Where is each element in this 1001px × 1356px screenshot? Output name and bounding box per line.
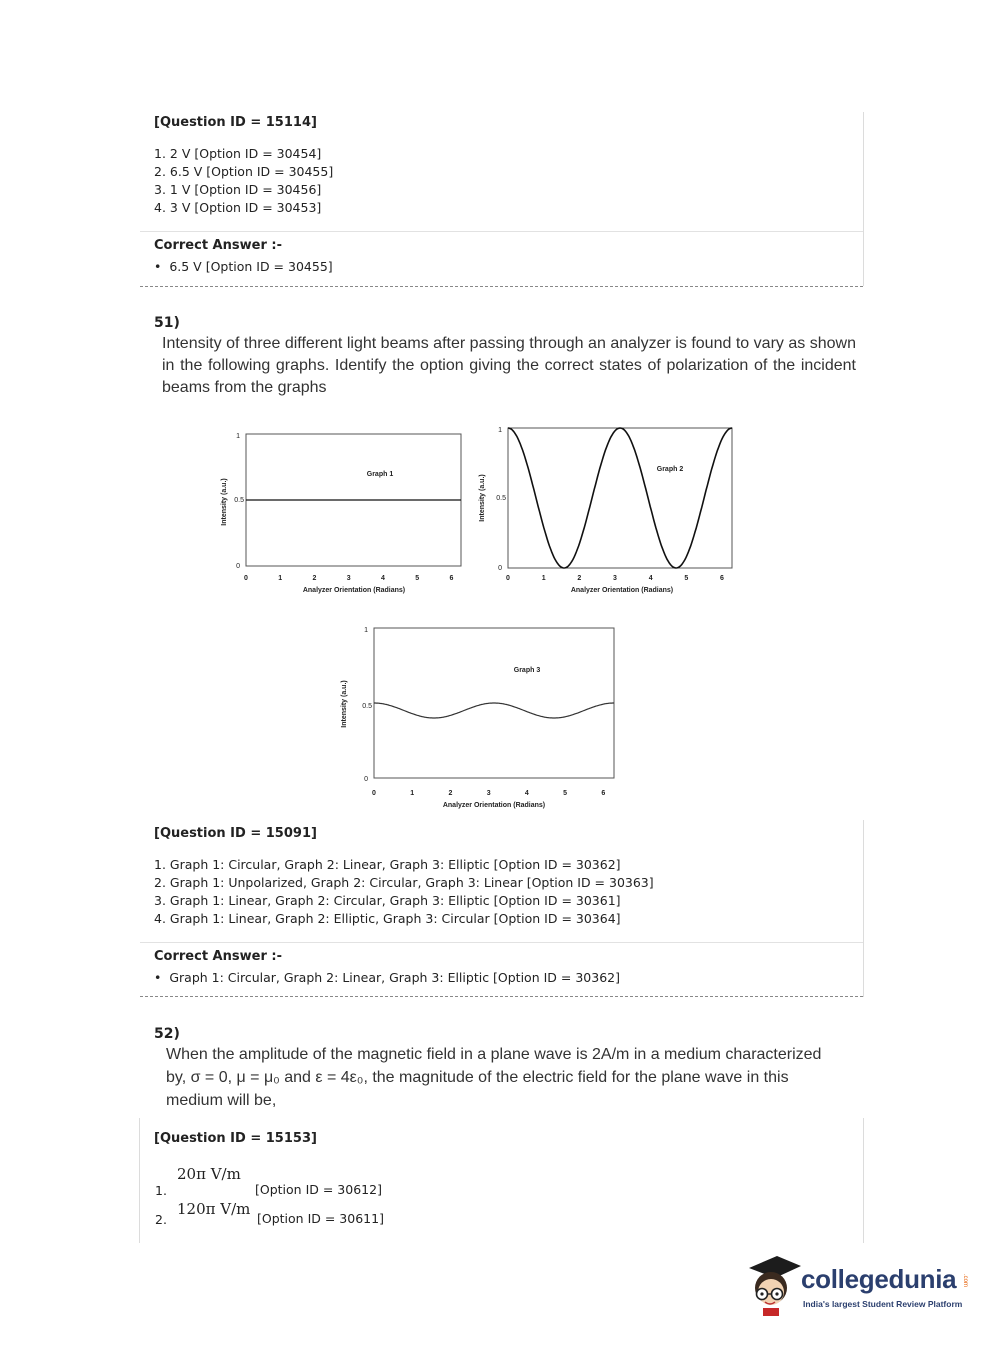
content-border <box>863 820 864 997</box>
bullet-icon: • <box>154 259 170 274</box>
divider <box>140 942 863 943</box>
y-tick: 1 <box>364 627 368 634</box>
x-tick: 5 <box>415 575 420 582</box>
content-border <box>139 1118 140 1243</box>
question-id: [Question ID = 15153] <box>154 1131 317 1146</box>
content-border <box>863 112 864 286</box>
x-axis-label: Analyzer Orientation (Radians) <box>570 587 674 594</box>
question-number: 52) <box>154 1026 180 1042</box>
y-tick: 0.5 <box>496 495 506 502</box>
divider <box>140 231 863 232</box>
y-axis-label: Intensity (a.u.) <box>479 474 486 522</box>
x-tick: 4 <box>648 575 653 582</box>
x-tick: 3 <box>613 575 617 582</box>
correct-answer <box>154 970 620 985</box>
content-border <box>863 1118 864 1243</box>
option-item: 3. 1 V [Option ID = 30456] <box>154 182 322 197</box>
option-number: 1. <box>155 1183 167 1198</box>
graphs-figure <box>210 420 750 815</box>
y-tick: 1 <box>236 433 240 440</box>
options-list <box>154 145 333 217</box>
x-tick: 3 <box>346 575 351 582</box>
x-tick: 1 <box>278 575 283 582</box>
correct-answer-label: Correct Answer :- <box>154 238 282 253</box>
logo-suffix: .com <box>962 1274 968 1288</box>
graph-3 <box>341 627 614 809</box>
y-tick: 0.5 <box>362 703 372 710</box>
correct-answer-label: Correct Answer :- <box>154 949 282 964</box>
question-text: Intensity of three different light beams after passing through an analyzer is found to vary as shown in the following graphs. Identify the option giving the correct states of polarization of the incident beams from the graphs <box>162 335 856 396</box>
question-text <box>166 1043 862 1112</box>
y-tick: 0.5 <box>234 497 244 504</box>
graph-2 <box>479 427 732 594</box>
x-tick: 2 <box>312 575 317 582</box>
option-formula: 120π V/m <box>177 1200 251 1218</box>
chart-title: Graph 3 <box>513 667 541 674</box>
option-item: 4. Graph 1: Linear, Graph 2: Elliptic, Graph 3: Circular [Option ID = 30364] <box>154 911 621 926</box>
x-tick: 0 <box>244 575 248 582</box>
x-tick: 2 <box>448 790 453 797</box>
collegedunia-logo <box>743 1250 973 1320</box>
bullet-icon: • <box>154 970 170 985</box>
y-tick: 0 <box>236 563 240 570</box>
option-id: [Option ID = 30612] <box>255 1182 382 1197</box>
question-id: [Question ID = 15091] <box>154 826 317 841</box>
x-tick: 6 <box>449 575 454 582</box>
x-tick: 4 <box>524 790 529 797</box>
x-tick: 1 <box>410 790 415 797</box>
x-tick: 3 <box>486 790 491 797</box>
x-tick: 4 <box>380 575 385 582</box>
graph-1 <box>221 433 461 594</box>
x-tick: 0 <box>372 790 376 797</box>
correct-answer <box>154 259 333 274</box>
options-list <box>154 856 654 928</box>
x-axis-label: Analyzer Orientation (Radians) <box>442 802 546 809</box>
question-text-line: by, σ = 0, μ = μ₀ and ε = 4ε₀, the magnitude of the electric field for the plane wave in this <box>166 1069 789 1086</box>
option-item: 3. Graph 1: Linear, Graph 2: Circular, Graph 3: Elliptic [Option ID = 30361] <box>154 893 621 908</box>
x-tick: 1 <box>541 575 546 582</box>
option-formula: 20π V/m <box>177 1165 241 1183</box>
x-axis-label: Analyzer Orientation (Radians) <box>302 587 406 594</box>
y-axis-label: Intensity (a.u.) <box>221 478 228 526</box>
option-item: 4. 3 V [Option ID = 30453] <box>154 200 322 215</box>
logo-tagline: India's largest Student Review Platform <box>803 1299 963 1309</box>
x-tick: 5 <box>684 575 689 582</box>
option-item: 1. 2 V [Option ID = 30454] <box>154 146 322 161</box>
x-tick: 0 <box>506 575 510 582</box>
option-item: 1. Graph 1: Circular, Graph 2: Linear, Graph 3: Elliptic [Option ID = 30362] <box>154 857 621 872</box>
correct-answer-text: 6.5 V [Option ID = 30455] <box>169 259 333 274</box>
question-text-line: medium will be, <box>166 1092 277 1109</box>
question-number: 51) <box>154 315 180 331</box>
x-tick: 2 <box>577 575 582 582</box>
x-tick: 5 <box>563 790 568 797</box>
x-tick: 6 <box>720 575 724 582</box>
y-tick: 1 <box>498 427 502 434</box>
chart-title: Graph 2 <box>656 466 684 473</box>
question-id: [Question ID = 15114] <box>154 115 317 130</box>
mascot-icon <box>743 1250 803 1318</box>
y-axis-label: Intensity (a.u.) <box>341 680 348 728</box>
y-tick: 0 <box>364 776 368 783</box>
option-number: 2. <box>155 1212 167 1227</box>
chart-title: Graph 1 <box>366 471 394 478</box>
question-text-line: When the amplitude of the magnetic field in a plane wave is 2A/m in a medium characterized <box>166 1046 822 1063</box>
y-tick: 0 <box>498 565 502 572</box>
plot-frame <box>508 428 732 568</box>
dashed-separator <box>140 286 863 287</box>
logo-name: collegedunia <box>801 1264 957 1294</box>
option-item: 2. Graph 1: Unpolarized, Graph 2: Circular, Graph 3: Linear [Option ID = 30363] <box>154 875 654 890</box>
x-tick: 6 <box>601 790 606 797</box>
correct-answer-text: Graph 1: Circular, Graph 2: Linear, Graph 3: Elliptic [Option ID = 30362] <box>169 970 620 985</box>
dashed-separator <box>140 996 863 997</box>
option-item: 2. 6.5 V [Option ID = 30455] <box>154 164 334 179</box>
option-id: [Option ID = 30611] <box>257 1211 384 1226</box>
